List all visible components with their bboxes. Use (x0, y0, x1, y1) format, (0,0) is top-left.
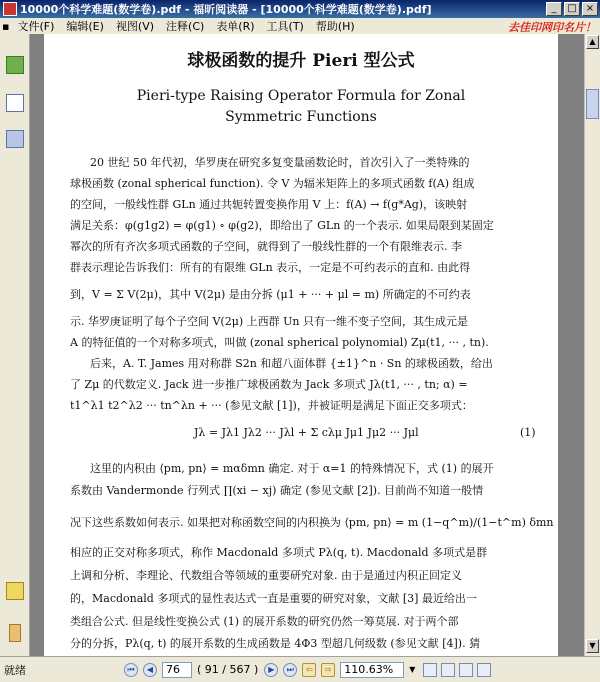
left-sidebar (0, 34, 30, 656)
scroll-thumb[interactable] (586, 89, 599, 119)
attachments-panel-icon[interactable] (9, 624, 21, 642)
paragraph-line: 相应的正交对称多项式，称作 Macdonald 多项式 Pλ(q, t). Macdonald 多项式是群 (70, 546, 488, 559)
paragraph-line: 类组合公式. 但是线性变换公式 (1) 的展开系数的研究仍然一筹莫展. 对于两个部 (70, 615, 459, 628)
first-page-button[interactable]: ⏮ (124, 663, 138, 677)
scroll-down-arrow-icon[interactable]: ▼ (586, 639, 599, 653)
foxit-app-icon[interactable] (3, 2, 17, 16)
last-page-button[interactable]: ⏭ (283, 663, 297, 677)
paragraph-line: 的，Macdonald 多项式的显性表达式一直是重要的研究对象，文献 [3] 最近给出一 (70, 592, 477, 605)
menu-file[interactable]: 文件(F) (17, 20, 55, 33)
promo-link[interactable]: 去佳印网印名片！ (508, 21, 596, 34)
menu-comment[interactable]: 注释(C) (166, 20, 205, 33)
paragraph-line: 群表示理论告诉我们：所有的有限维 GLn 表示，一定是不可约表示的直和. 由此得 (70, 261, 471, 274)
back-view-button[interactable]: ⇦ (302, 663, 316, 677)
page-subtitle-line-2: Symmetric Functions (225, 109, 377, 125)
pages-panel-icon[interactable] (6, 94, 24, 112)
single-page-view-icon[interactable] (423, 663, 437, 677)
menu-form[interactable]: 表单(R) (216, 20, 255, 33)
zoom-field[interactable]: 110.63% (340, 662, 404, 678)
menu-bar (0, 18, 600, 34)
page-subtitle-line-1: Pieri-type Raising Operator Formula for Zonal (136, 88, 466, 104)
paragraph-line: t1^λ1 t2^λ2 ··· tn^λn + ··· (参见文献 [1])，并被证明是满足下面正交多项式： (70, 399, 473, 412)
facing-view-icon[interactable] (459, 663, 473, 677)
page-count: ( 91 / 567 ) (197, 663, 259, 676)
layers-panel-icon[interactable] (6, 130, 24, 148)
next-page-button[interactable]: ▶ (264, 663, 278, 677)
continuous-view-icon[interactable] (441, 663, 455, 677)
paragraph-line: 20 世纪 50 年代初，华罗庚在研究多复变量函数论时，首次引入了一类特殊的 (90, 156, 470, 169)
zoom-dropdown-icon[interactable]: ▼ (409, 665, 416, 674)
close-button[interactable]: × (582, 2, 598, 16)
title-bar (0, 0, 600, 18)
menu-help[interactable]: 帮助(H) (315, 20, 355, 33)
continuous-facing-view-icon[interactable] (477, 663, 491, 677)
paragraph-line: 的空间，一般线性群 GLn 通过共轭转置变换作用 V 上：f(A) → f(g*Ag)，该映射 (70, 198, 468, 211)
paragraph-line: 分的分拆，Pλ(q, t) 的展开系数的生成函数是 4Φ3 型超几何级数 (参见文献 [4]). 猜 (70, 637, 481, 650)
maximize-button[interactable]: □ (564, 2, 580, 16)
paragraph-line: 满足关系：φ(g1g2) = φ(g1) ∘ φ(g2)，即给出了 GLn 的一个表示. 如果局限到某固定 (70, 219, 494, 232)
minimize-button[interactable]: _ (546, 2, 562, 16)
status-ready: 就绪 (4, 663, 26, 677)
forward-view-button[interactable]: ⇨ (321, 663, 335, 677)
comments-panel-icon[interactable] (6, 582, 24, 600)
document-view[interactable] (30, 34, 584, 656)
bookmark-panel-icon[interactable] (6, 56, 24, 74)
document-menu-icon[interactable]: ▪ (2, 19, 10, 33)
menu-edit[interactable]: 编辑(E) (66, 20, 104, 33)
paragraph-line: 上调和分析、李理论、代数组合等领域的重要研究对象. 由于是通过内积正回定义 (70, 569, 462, 582)
equation: Jλ = Jλ1 Jλ2 ··· Jλl + Σ cλμ Jμ1 Jμ2 ··· Jμl (194, 426, 419, 439)
paragraph-line: 球极函数 (zonal spherical function). 令 V 为辐米矩阵上的多项式函数 f(A) 组成 (70, 177, 475, 190)
status-bar (0, 656, 600, 682)
pdf-page (44, 34, 558, 656)
paragraph-line: 示. 华罗庚证明了每个子空间 V(2μ) 上西群 Un 只有一维不变子空间，其生成元是 (70, 315, 469, 328)
paragraph-line: A 的特征值的一个对称多项式，叫做 (zonal spherical polynomial) Zμ(t1, ··· , tn). (70, 336, 489, 349)
menu-view[interactable]: 视图(V) (115, 20, 155, 33)
window-title: 10000个科学难题(数学卷).pdf - 福昕阅读器 - [10000个科学难题(数学卷).pdf] (20, 3, 432, 16)
paragraph-line: 况下这些系数如何表示. 如果把对称函数空间的内积换为 ⟨pm, pn⟩ = m (1−q^m)/(1−t^m) δmn (70, 516, 554, 529)
paragraph-line: 这里的内积由 ⟨pm, pn⟩ = mαδmn 确定. 对于 α=1 的特殊情况下，式 (1) 的展开 (90, 462, 494, 475)
scroll-up-arrow-icon[interactable]: ▲ (586, 35, 599, 49)
paragraph-line: 了 Zμ 的代数定义. Jack 进一步推广球极函数为 Jack 多项式 Jλ(t1, ··· , tn; α) = (70, 378, 468, 391)
equation-number: (1) (520, 426, 536, 439)
paragraph-line: 幂次的所有齐次多项式函数的子空间，就得到了一般线性群的一个有限维表示. 李 (70, 240, 462, 253)
page-title: 球极函数的提升 Pieri 型公式 (187, 51, 415, 71)
paragraph-line: 到，V = Σ V(2μ)，其中 V(2μ) 是由分拆 (μ1 + ··· + μl = m) 所确定的不可约表 (70, 288, 471, 301)
paragraph-line: 系数由 Vandermonde 行列式 ∏(xi − xj) 确定 (参见文献 [2]). 目前尚不知道一般情 (70, 484, 484, 497)
menu-tools[interactable]: 工具(T) (266, 20, 304, 33)
page-number-input[interactable]: 76 (162, 662, 192, 678)
vertical-scrollbar[interactable] (584, 34, 600, 656)
previous-page-button[interactable]: ◀ (143, 663, 157, 677)
paragraph-line: 后来，A. T. James 用对称群 S2n 和超八面体群 {±1}^n · Sn 的球极函数，给出 (90, 357, 493, 370)
